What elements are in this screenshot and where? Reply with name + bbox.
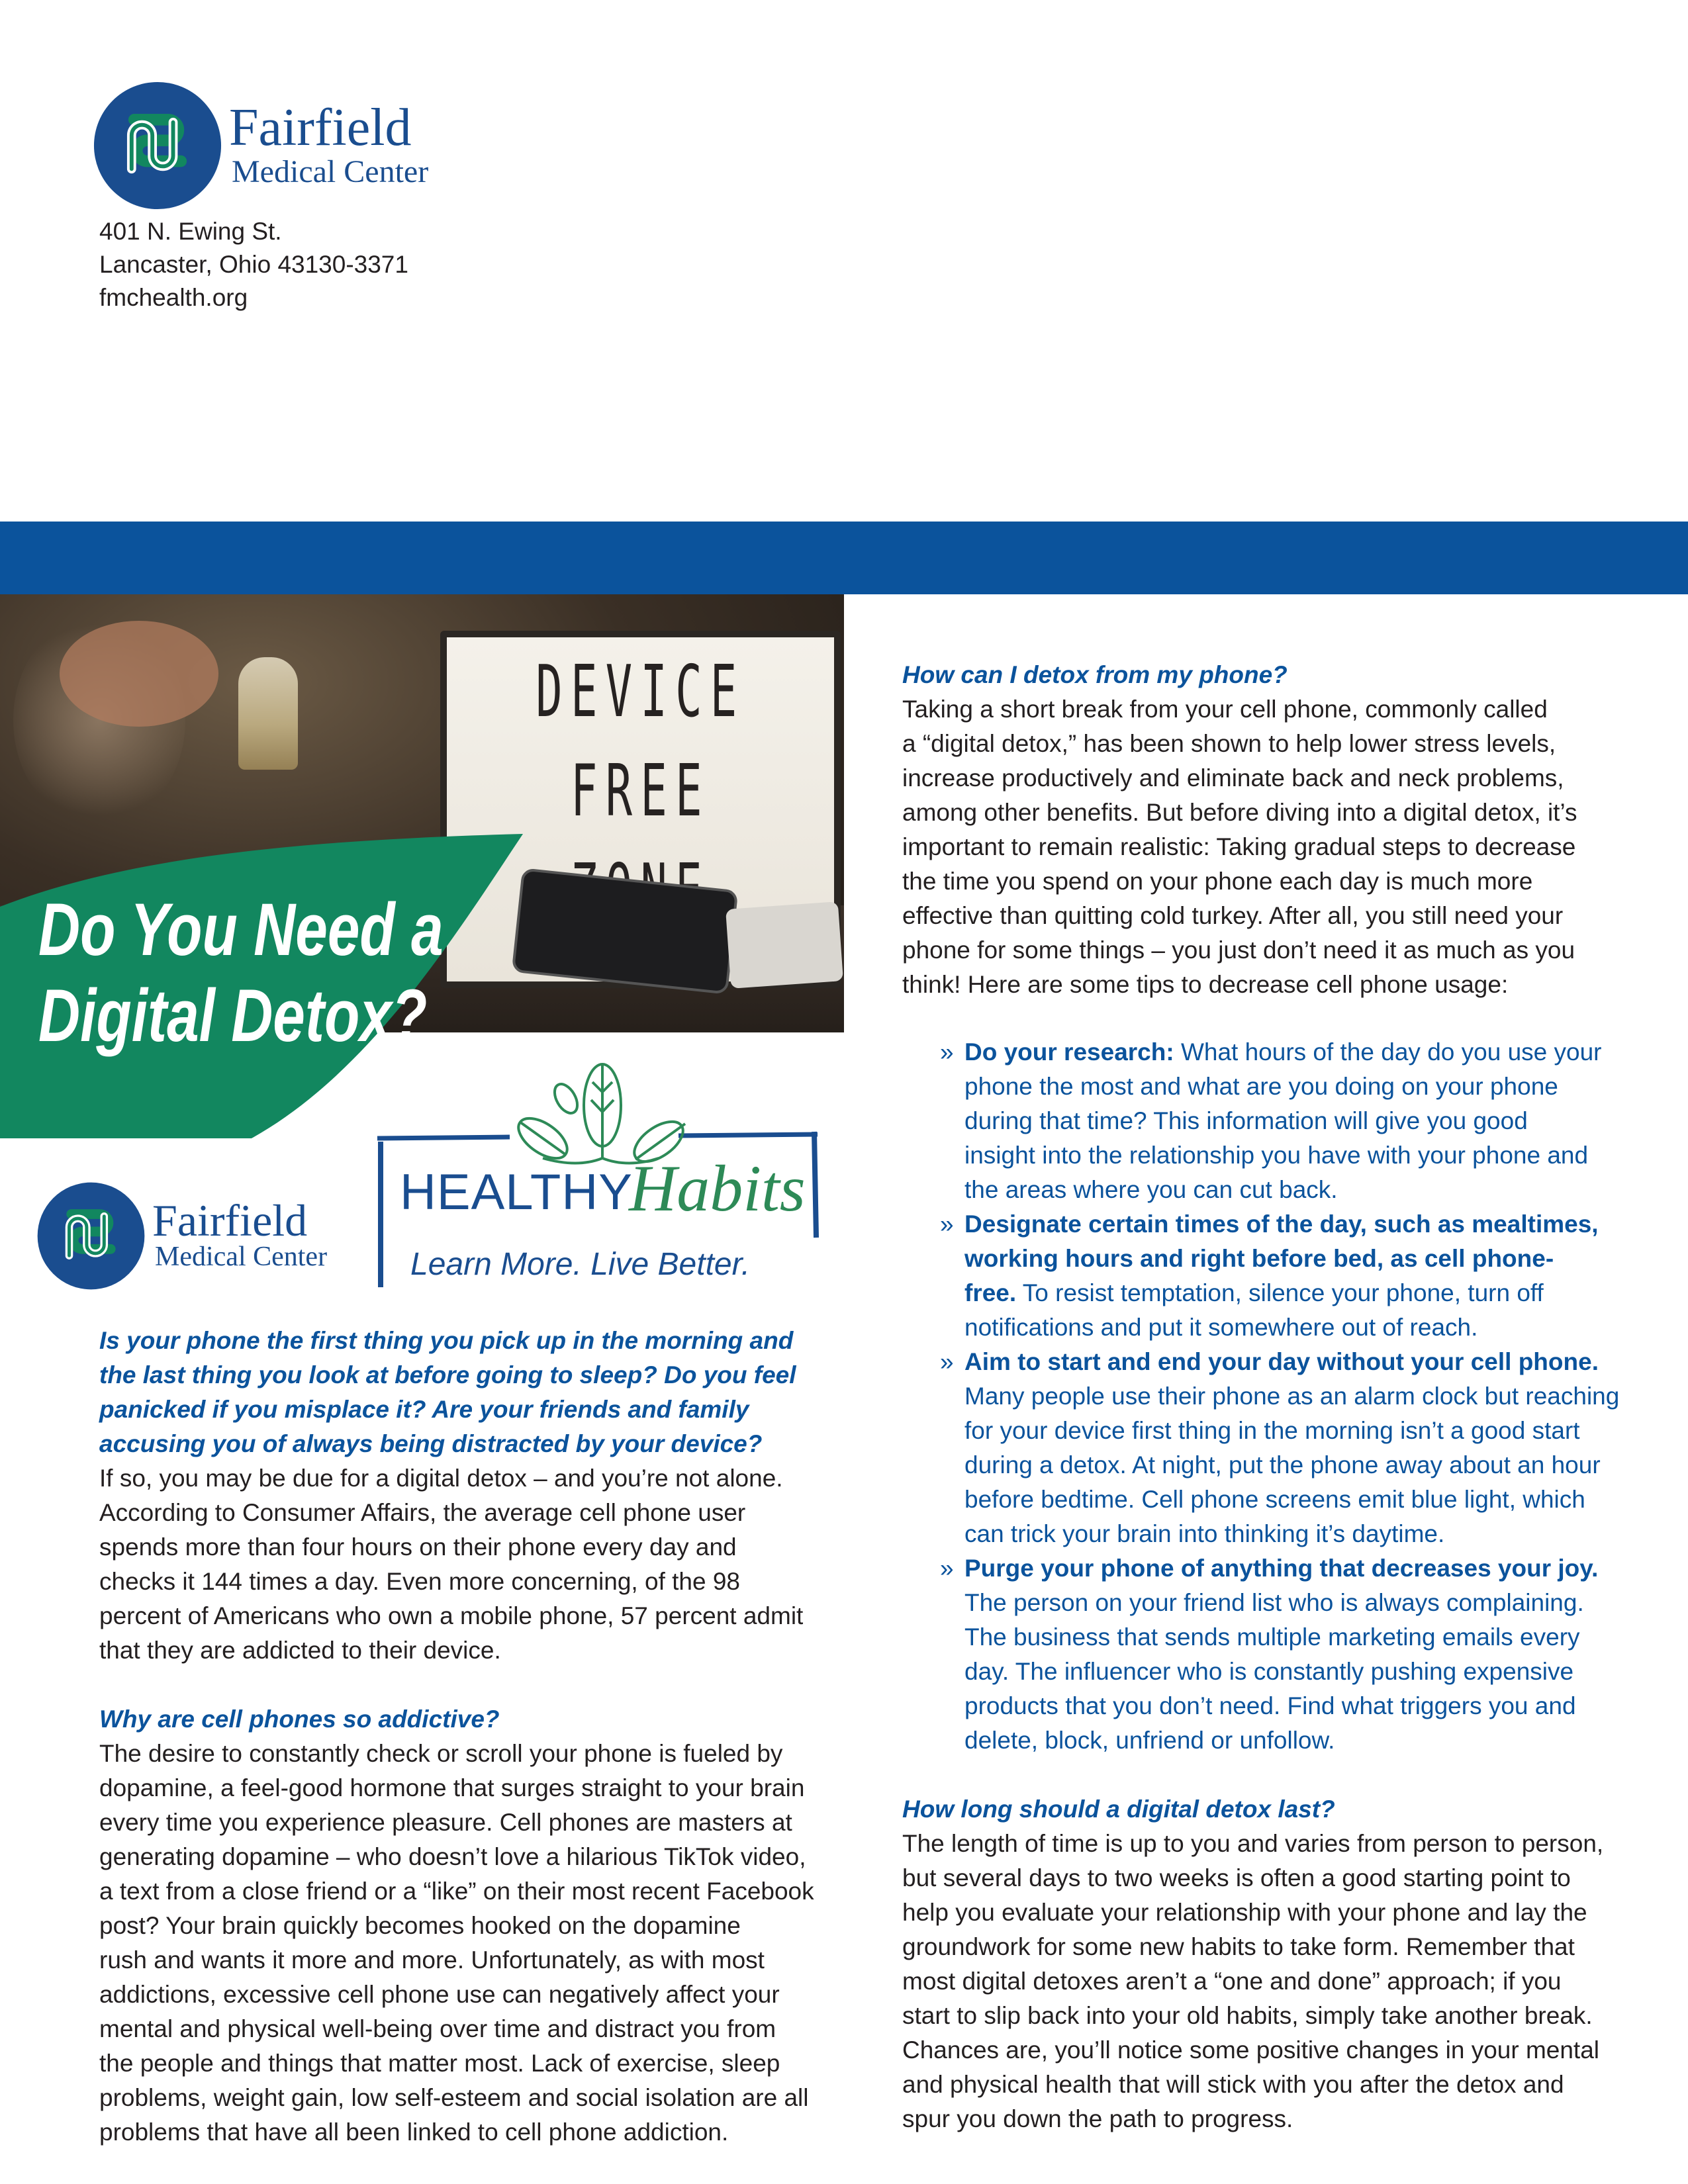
tip-line: Many people use their phone as an alarm clock but reaching (964, 1383, 1620, 1410)
page-title (38, 887, 444, 1059)
title-line-2: Digital Detox? (38, 974, 428, 1057)
photo-hand (60, 621, 218, 727)
intro-body-line: checks it 144 times a day. Even more concerning, of the 98 (99, 1568, 740, 1595)
section-heading-detox: How can I detox from my phone? (902, 661, 1288, 688)
address-website: fmchealth.org (99, 284, 248, 311)
detox-body-line: the time you spend on your phone each day is much more (902, 868, 1533, 895)
photo-glass (238, 657, 298, 770)
intro-question-line: the last thing you look at before going to sleep? Do you feel (99, 1361, 796, 1388)
tip-line: free. To resist temptation, silence your phone, turn off (964, 1279, 1544, 1306)
bullet-marker: » (940, 1210, 954, 1238)
paragraph-gap (99, 1668, 854, 1702)
healthy-word: HEALTHY (400, 1164, 633, 1220)
tip-line: The business that sends multiple marketing emails every (964, 1623, 1580, 1651)
sign-line-2: FREE (571, 750, 710, 833)
badge-logo-icon (36, 1181, 146, 1291)
tip-line: insight into the relationship you have with your phone and (964, 1142, 1589, 1169)
intro-body-line: According to Consumer Affairs, the average cell phone user (99, 1499, 746, 1526)
right-column (902, 658, 1657, 1002)
tip-line: during a detox. At night, put the phone away about an hour (964, 1451, 1601, 1479)
tip-line: day. The influencer who is constantly pushing expensive (964, 1658, 1574, 1685)
tip-line: Purge your phone of anything that decreases your joy. (964, 1555, 1599, 1582)
duration-body-line: help you evaluate your relationship with your phone and lay the (902, 1899, 1587, 1926)
intro-body-line: spends more than four hours on their phone every day and (99, 1533, 737, 1561)
intro-question-line: Is your phone the first thing you pick up in the morning and (99, 1327, 794, 1354)
tip-phone-free-times (940, 1207, 1662, 1345)
addictive-body-line: generating dopamine – who doesn’t love a hilarious TikTok video, (99, 1843, 806, 1870)
duration-body-line: spur you down the path to progress. (902, 2105, 1293, 2132)
tip-line: for your device first thing in the morning isn’t a good start (964, 1417, 1580, 1444)
tip-line: products that you don’t need. Find what triggers you and (964, 1692, 1576, 1719)
detox-body-line: increase productively and eliminate back and neck problems, (902, 764, 1564, 792)
tip-purge-phone (940, 1551, 1662, 1758)
intro-body-line: that they are addicted to their device. (99, 1637, 501, 1664)
addictive-body-line: every time you experience pleasure. Cell phones are masters at (99, 1809, 792, 1836)
duration-body-line: start to slip back into your old habits, simply take another break. (902, 2002, 1593, 2029)
addictive-body-line: addictions, excessive cell phone use can negatively affect your (99, 1981, 780, 2008)
habits-word: Habits (629, 1152, 806, 1225)
section-heading-addictive: Why are cell phones so addictive? (99, 1706, 500, 1733)
tip-research (940, 1035, 1662, 1207)
intro-question-line: accusing you of always being distracted by your device? (99, 1430, 763, 1457)
healthy-habits-tagline: Learn More. Live Better. (410, 1247, 751, 1282)
bullet-marker: » (940, 1038, 954, 1066)
badge-logo-subtitle: Medical Center (155, 1242, 328, 1272)
sign-line-1: DEVICE (536, 651, 745, 733)
logo-subtitle: Medical Center (232, 154, 429, 189)
addictive-body-line: mental and physical well-being over time and distract you from (99, 2015, 776, 2042)
address-street: 401 N. Ewing St. (99, 218, 282, 245)
tip-line: during that time? This information will give you good (964, 1107, 1528, 1134)
duration-body-line: most digital detoxes aren’t a “one and done” approach; if you (902, 1968, 1562, 1995)
detox-body-line: among other benefits. But before diving into a digital detox, it’s (902, 799, 1577, 826)
tip-line: delete, block, unfriend or unfollow. (964, 1727, 1335, 1754)
tip-line: Designate certain times of the day, such as mealtimes, (964, 1210, 1599, 1238)
bullet-marker: » (940, 1348, 954, 1375)
header-band (0, 522, 1688, 594)
addictive-body-line: rush and wants it more and more. Unfortunately, as with most (99, 1946, 765, 1974)
left-column (99, 1324, 854, 2150)
logo-name: Fairfield (229, 99, 412, 157)
addictive-body-line: problems, weight gain, low self-esteem and social isolation are all (99, 2084, 809, 2111)
bullet-marker: » (940, 1555, 954, 1582)
tip-line: working hours and right before bed, as cell phone- (964, 1245, 1554, 1272)
tip-line: The person on your friend list who is always complaining. (964, 1589, 1584, 1616)
tips-list (940, 1035, 1662, 1758)
tip-line: phone the most and what are you doing on your phone (964, 1073, 1558, 1100)
right-column-bottom (902, 1792, 1657, 2136)
duration-body-line: groundwork for some new habits to take form. Remember that (902, 1933, 1575, 1960)
intro-body-line: percent of Americans who own a mobile phone, 57 percent admit (99, 1602, 804, 1629)
tip-start-end-day (940, 1345, 1662, 1551)
addictive-body-line: problems that have all been linked to cell phone addiction. (99, 2118, 729, 2146)
tip-line: Do your research: What hours of the day do you use your (964, 1038, 1602, 1066)
intro-question-line: panicked if you misplace it? Are your friends and family (99, 1396, 749, 1423)
detox-body-line: think! Here are some tips to decrease cell phone usage: (902, 971, 1509, 998)
detox-body-line: important to remain realistic: Taking gradual steps to decrease (902, 833, 1576, 860)
addictive-body-line: post? Your brain quickly becomes hooked on the dopamine (99, 1912, 741, 1939)
tip-line: notifications and put it somewhere out of reach. (964, 1314, 1478, 1341)
tip-line: before bedtime. Cell phone screens emit blue light, which (964, 1486, 1585, 1513)
detox-body-line: a “digital detox,” has been shown to help lower stress levels, (902, 730, 1556, 757)
intro-body-line: If so, you may be due for a digital detox – and you’re not alone. (99, 1465, 783, 1492)
addictive-body-line: The desire to constantly check or scroll your phone is fueled by (99, 1740, 783, 1767)
detox-body-line: phone for some things – you just don’t need it as much as you (902, 936, 1575, 964)
photo-phone-2 (726, 901, 843, 989)
tip-line: can trick your brain into thinking it’s daytime. (964, 1520, 1445, 1547)
duration-body-line: The length of time is up to you and varies from person to person, (902, 1830, 1604, 1857)
fairfield-logo-icon (93, 81, 222, 210)
title-line-1: Do You Need a (38, 888, 444, 971)
badge-logo-name: Fairfield (152, 1195, 308, 1246)
duration-body-line: but several days to two weeks is often a good starting point to (902, 1864, 1571, 1891)
duration-body-line: and physical health that will stick with you after the detox and (902, 2071, 1564, 2098)
address-block (99, 215, 408, 314)
tip-line: the areas where you can cut back. (964, 1176, 1338, 1203)
detox-body-line: Taking a short break from your cell phone, commonly called (902, 696, 1548, 723)
tip-line: Aim to start and end your day without your cell phone. (964, 1348, 1599, 1375)
section-heading-duration: How long should a digital detox last? (902, 1796, 1335, 1823)
detox-body-line: effective than quitting cold turkey. After all, you still need your (902, 902, 1564, 929)
addictive-body-line: a text from a close friend or a “like” on their most recent Facebook (99, 1878, 814, 1905)
duration-body-line: Chances are, you’ll notice some positive changes in your mental (902, 2036, 1600, 2064)
addictive-body-line: the people and things that matter most. Lack of exercise, sleep (99, 2050, 780, 2077)
address-city: Lancaster, Ohio 43130-3371 (99, 251, 408, 278)
addictive-body-line: dopamine, a feel-good hormone that surges straight to your brain (99, 1774, 805, 1801)
